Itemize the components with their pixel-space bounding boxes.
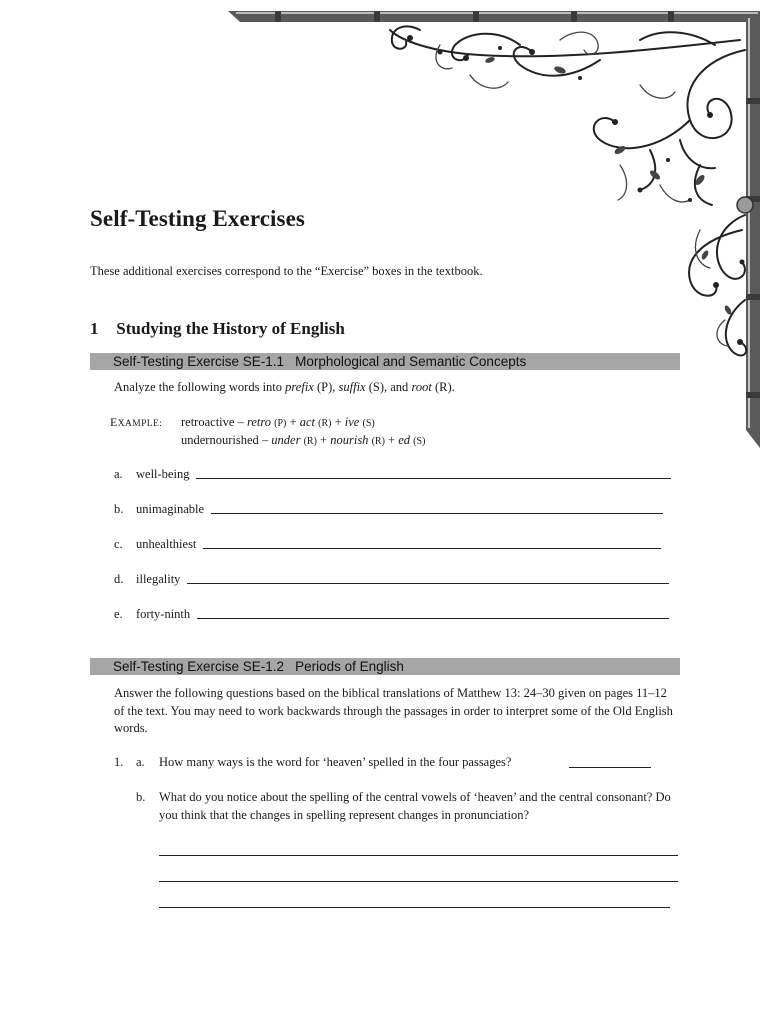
example-dash: –	[234, 415, 247, 429]
instruction-text: Analyze the following words into	[114, 380, 286, 394]
item-label: c.	[114, 537, 123, 551]
example-morpheme: act	[299, 415, 315, 429]
exercise-1-instruction	[114, 380, 455, 395]
item-word: illegality	[136, 572, 181, 586]
exercise-1-label: Self-Testing Exercise SE-1.1	[113, 354, 285, 369]
exercise-1-title: Morphological and Semantic Concepts	[295, 354, 527, 369]
section-title: Studying the History of English	[116, 319, 345, 338]
page-title: Self-Testing Exercises	[90, 206, 305, 231]
example-tag: R	[306, 436, 314, 447]
item-label: e.	[114, 607, 123, 621]
exercise-2-label: Self-Testing Exercise SE-1.2	[113, 659, 285, 674]
exercise-2-title: Periods of English	[295, 659, 404, 674]
instruction-text: (S), and	[365, 380, 412, 394]
exercise-item	[114, 537, 661, 552]
answer-blank[interactable]	[197, 617, 669, 619]
section-heading	[90, 319, 345, 339]
exercise-2-instructions: Answer the following questions based on the biblical translations of Matthew 13: 24–30 given on pages 11–12 of the text. You may need to work backwards through the passages in order to interpret some of the Old English words.	[114, 686, 673, 735]
question-number: 1.	[114, 755, 124, 769]
item-word: unimaginable	[136, 502, 205, 516]
question-a-text: How many ways is the word for ‘heaven’ spelled in the four passages?	[159, 755, 512, 769]
exercise-2-header-bar	[90, 658, 680, 675]
example-morpheme: nourish	[330, 433, 369, 447]
example-tag: S	[365, 418, 372, 429]
exercise-item	[114, 467, 671, 482]
item-label: d.	[114, 572, 124, 586]
example-morpheme: retro	[246, 415, 272, 429]
example-tag: R	[374, 436, 382, 447]
instruction-text: (R).	[431, 380, 455, 394]
exercise-item	[114, 572, 669, 587]
exercise-1-header-bar	[90, 353, 680, 370]
question-b-text: What do you notice about the spelling of the central vowels of ‘heaven’ and the central consonant? Do you think that the changes in spelling represent changes in pronunciation?	[159, 790, 671, 822]
example-morpheme: ive	[344, 415, 360, 429]
answer-line[interactable]	[159, 881, 678, 882]
question-a-label: a.	[136, 755, 145, 769]
exercise-item	[114, 502, 663, 517]
example-tag: R	[321, 418, 329, 429]
example-line-1: retroactive – retro (P) + act (R) + ive (S)	[181, 415, 375, 429]
item-word: well-being	[136, 467, 190, 481]
intro-text: These additional exercises correspond to the “Exercise” boxes in the textbook.	[90, 264, 483, 278]
example-label	[110, 415, 162, 430]
instruction-term-root: root	[411, 380, 432, 394]
example-morpheme: under	[271, 433, 301, 447]
example-morpheme: ed	[398, 433, 411, 447]
item-label: a.	[114, 467, 123, 481]
instruction-text: (P),	[313, 380, 339, 394]
answer-line[interactable]	[159, 907, 670, 908]
exercise-item	[114, 607, 669, 622]
item-word: forty-ninth	[136, 607, 191, 621]
example-word: undernourished	[181, 433, 259, 447]
example-line-2: undernourished – under (R) + nourish (R) + ed (S)	[181, 433, 426, 447]
instruction-term-prefix: prefix	[285, 380, 314, 394]
example-tag: S	[416, 436, 423, 447]
question-b-label: b.	[136, 790, 146, 804]
question-a-answer-blank[interactable]	[569, 767, 651, 768]
example-tag: P	[277, 418, 284, 429]
instruction-term-suffix: suffix	[338, 380, 366, 394]
answer-blank[interactable]	[196, 477, 671, 479]
answer-blank[interactable]	[203, 547, 661, 549]
item-label: b.	[114, 502, 124, 516]
section-number: 1	[90, 319, 99, 338]
answer-blank[interactable]	[211, 512, 663, 514]
example-dash: –	[258, 433, 272, 447]
item-word: unhealthiest	[136, 537, 197, 551]
example-word: retroactive	[181, 415, 235, 429]
answer-blank[interactable]	[187, 582, 669, 584]
example-label-initial: E	[110, 415, 118, 429]
example-label-rest: XAMPLE:	[117, 419, 163, 429]
answer-line[interactable]	[159, 855, 678, 856]
